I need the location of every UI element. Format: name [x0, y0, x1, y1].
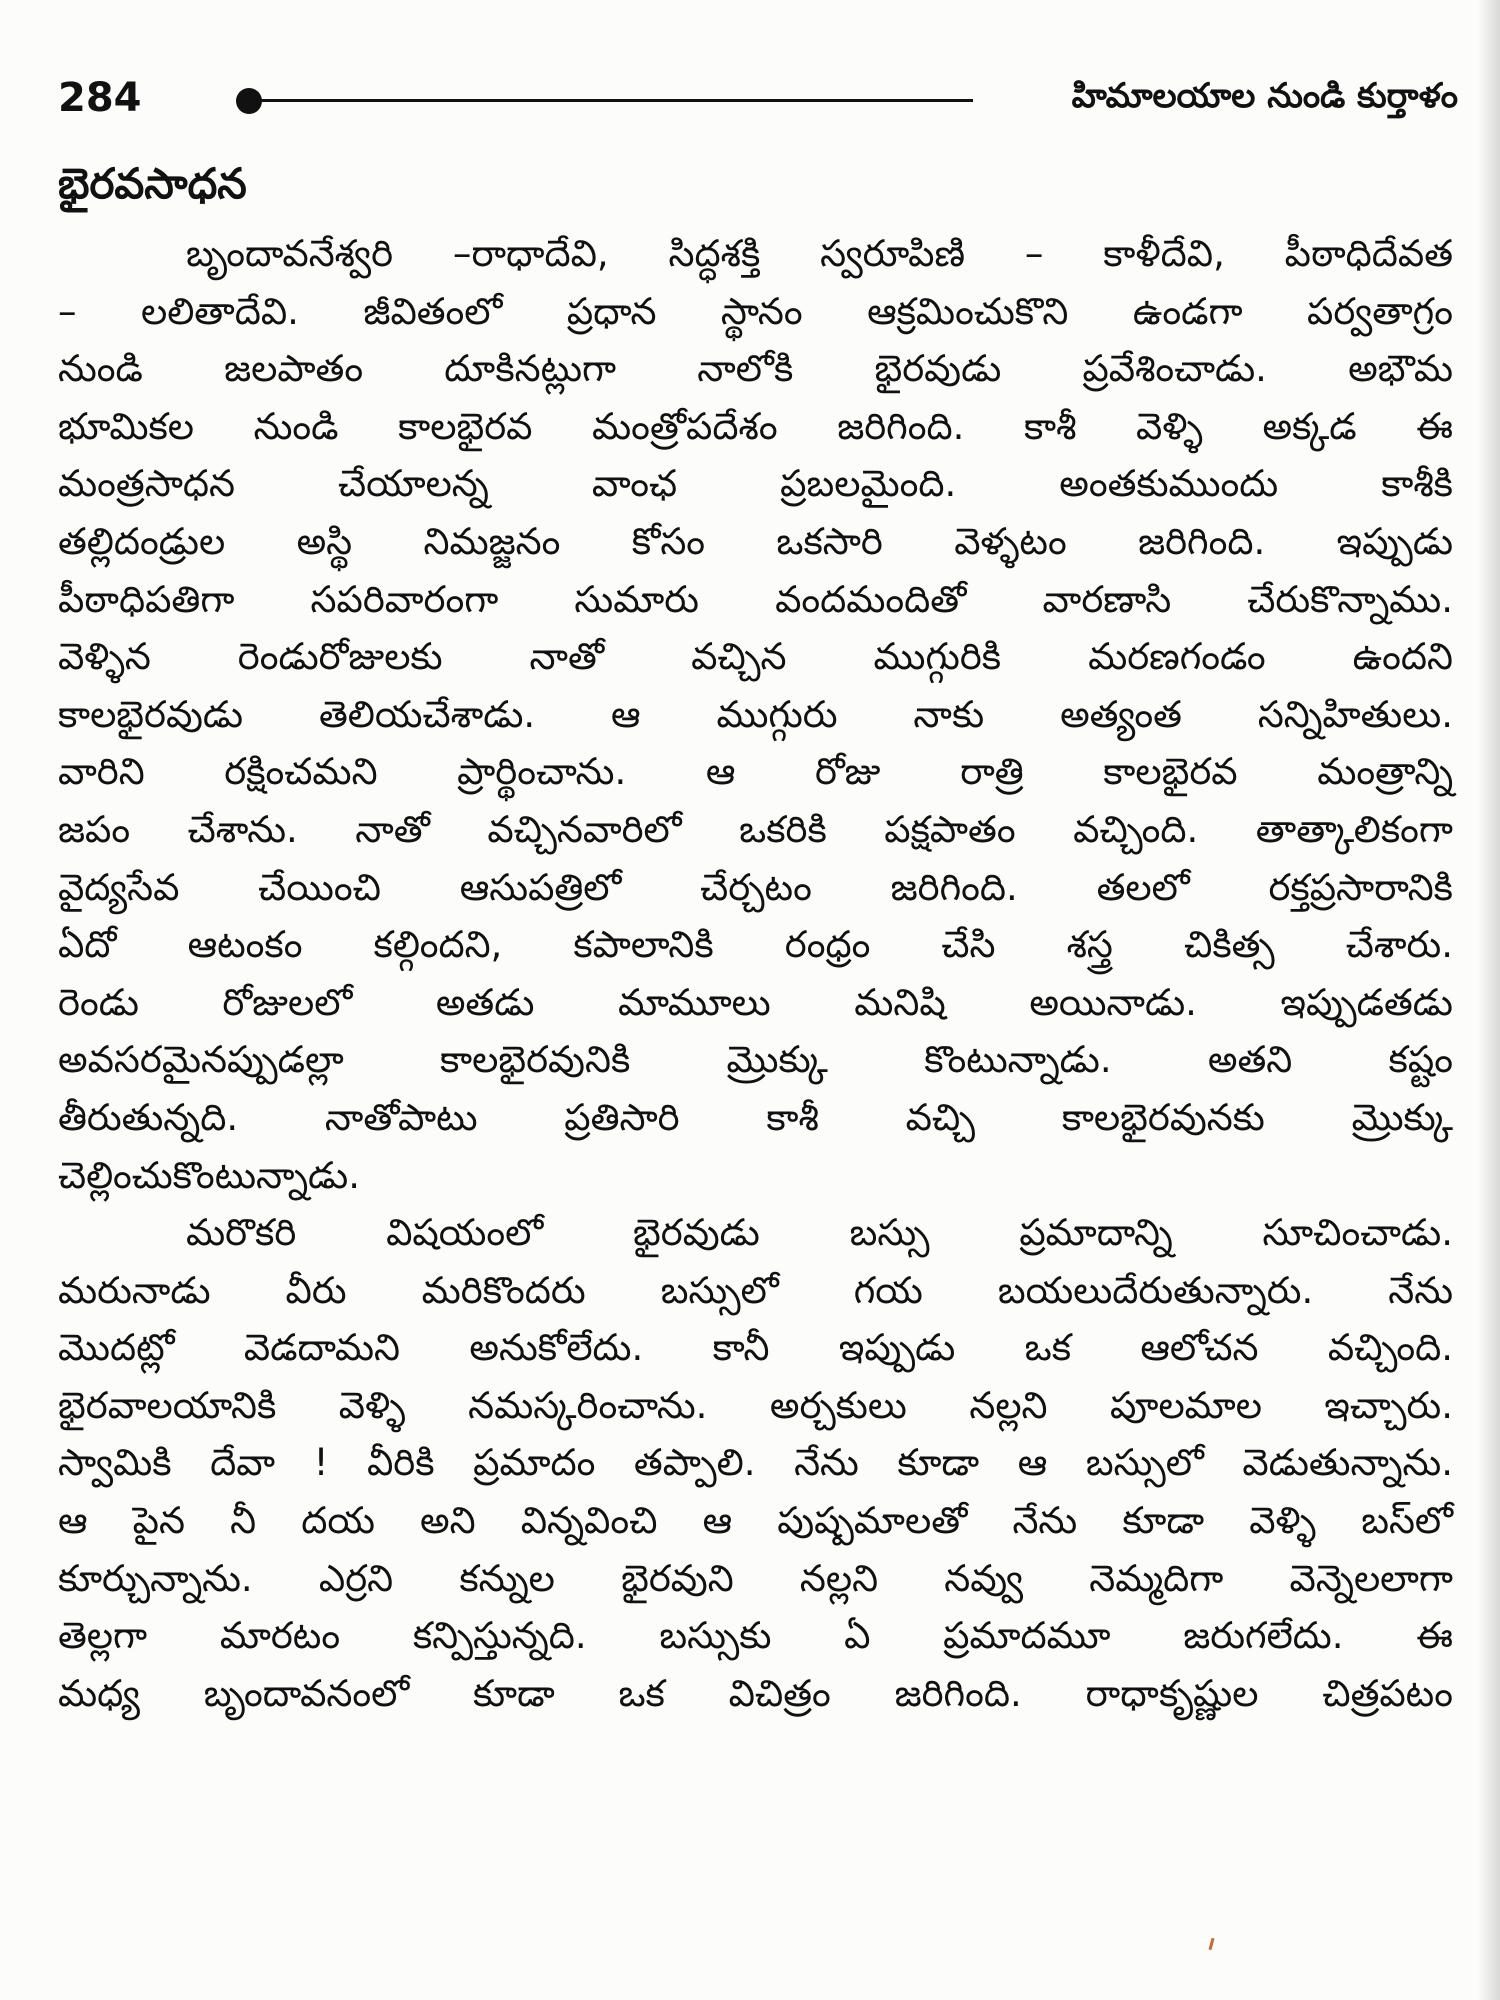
text-line: తల్లిదండ్రుల అస్థి నిమజ్జనం కోసం ఒకసారి వెళ్ళటం జరిగింది. ఇప్పుడు [58, 519, 1453, 563]
text-line: కూర్చున్నాను. ఎర్రని కన్నుల భైరవుని నల్లని నవ్వు నెమ్మదిగా వెన్నెలలాగా [58, 1556, 1453, 1600]
text-line: పీఠాధిపతిగా సపరివారంగా సుమారు వందమందితో వారణాసి చేరుకొన్నాము. [58, 577, 1453, 621]
header-rule [253, 99, 973, 102]
body-text [58, 225, 1453, 1722]
stray-ink-mark [1208, 1938, 1214, 1950]
text-line: మరునాడు వీరు మరికొందరు బస్సులో గయ బయలుదేరుతున్నారు. నేను [58, 1268, 1453, 1312]
text-line: కాలభైరవుడు తెలియచేశాడు. ఆ ముగ్గురు నాకు అత్యంత సన్నిహితులు. [58, 692, 1453, 736]
running-title: హిమాలయాల నుండి కుర్తాళం [1071, 76, 1458, 116]
text-line: మంత్రసాధన చేయాలన్న వాంఛ ప్రబలమైంది. అంతకుముందు కాశీకి [58, 462, 1453, 506]
text-line: భైరవాలయానికి వెళ్ళి నమస్కరించాను. అర్చకులు నల్లని పూలమాల ఇచ్చారు. [58, 1383, 1453, 1427]
text-line: వెళ్ళిన రెండురోజులకు నాతో వచ్చిన ముగ్గురికి మరణగండం ఉందని [58, 635, 1453, 679]
text-line: ఆ పైన నీ దయ అని విన్నవించి ఆ పుష్పమాలతో నేను కూడా వెళ్ళి బస్‌లో [58, 1499, 1453, 1543]
text-line: స్వామికి దేవా ! వీరికి ప్రమాదం తప్పాలి. నేను కూడా ఆ బస్సులో వెడుతున్నాను. [58, 1441, 1453, 1485]
paragraph-2 [58, 1204, 1453, 1722]
text-line: చెల్లించుకొంటున్నాడు. [58, 1153, 360, 1197]
text-line: తీరుతున్నది. నాతోపాటు ప్రతిసారి కాశీ వచ్చి కాలభైరవునకు మ్రొక్కు [58, 1095, 1453, 1139]
text-line: తెల్లగా మారటం కన్పిస్తున్నది. బస్సుకు ఏ ప్రమాదమూ జరుగలేదు. ఈ [58, 1614, 1453, 1658]
paragraph-1 [58, 225, 1453, 1204]
text-line: జపం చేశాను. నాతో వచ్చినవారిలో ఒకరికి పక్షపాతం వచ్చింది. తాత్కాలికంగా [58, 807, 1453, 851]
page-header [58, 68, 1458, 128]
text-line: రెండు రోజులలో అతడు మామూలు మనిషి అయినాడు. ఇప్పుడతడు [58, 980, 1453, 1024]
page-number: 284 [58, 75, 142, 121]
text-line: మధ్య బృందావనంలో కూడా ఒక విచిత్రం జరిగింది. రాధాకృష్ణుల చిత్రపటం [58, 1671, 1453, 1715]
text-line: మొదట్లో వెడదామని అనుకోలేదు. కానీ ఇప్పుడు ఒక ఆలోచన వచ్చింది. [58, 1326, 1453, 1370]
text-line: బృందావనేశ్వరి –రాధాదేవి, సిద్ధశక్తి స్వరూపిణి – కాళీదేవి, పీఠాధిదేవత [186, 232, 1453, 275]
text-line: అవసరమైనప్పుడల్లా కాలభైరవునికి మ్రొక్కు కొంటున్నాడు. అతని కష్టం [58, 1038, 1453, 1082]
text-line: మరొకరి విషయంలో భైరవుడు బస్సు ప్రమాదాన్ని సూచించాడు. [186, 1211, 1453, 1255]
text-line: వైద్యసేవ చేయించి ఆసుపత్రిలో చేర్చటం జరిగింది. తలలో రక్తప్రసారానికి [58, 865, 1453, 909]
text-line: – లలితాదేవి. జీవితంలో ప్రధాన స్థానం ఆక్రమించుకొని ఉండగా పర్వతాగ్రం [58, 289, 1453, 333]
text-line: వారిని రక్షించమని ప్రార్థించాను. ఆ రోజు రాత్రి కాలభైరవ మంత్రాన్ని [58, 750, 1453, 794]
text-line: నుండి జలపాతం దూకినట్లుగా నాలోకి భైరవుడు ప్రవేశించాడు. అభౌమ [58, 347, 1453, 391]
text-line: భూమికల నుండి కాలభైరవ మంత్రోపదేశం జరిగింది. కాశీ వెళ్ళి అక్కడ ఈ [58, 404, 1453, 448]
text-line: ఏదో ఆటంకం కల్గిందని, కపాలానికి రంధ్రం చేసి శస్త్ర చికిత్స చేశారు. [58, 923, 1453, 967]
page-edge-shadow [1478, 0, 1500, 2000]
section-heading: భైరవసాధన [58, 159, 247, 208]
